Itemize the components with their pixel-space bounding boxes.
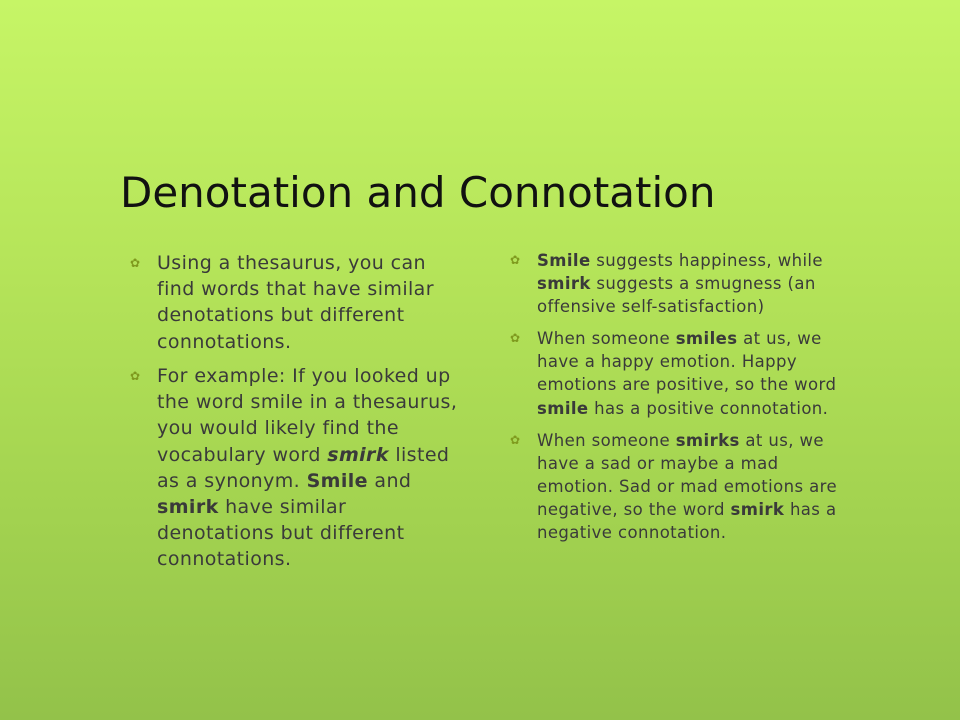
right-bullet-list xyxy=(510,249,840,553)
list-item xyxy=(510,327,840,419)
emphasis-word: Smile xyxy=(537,251,591,270)
emphasis-word: smirks xyxy=(675,430,740,450)
flower-bullet-icon xyxy=(130,368,140,385)
bullet-text: Using a thesaurus, you can find words that have similar denotations but different connotations. xyxy=(157,252,434,353)
emphasis-word: smirk xyxy=(730,499,785,519)
emphasis-word: smirk xyxy=(327,443,389,466)
flower-bullet-icon xyxy=(510,252,520,269)
list-item xyxy=(130,250,460,355)
emphasis-word: Smile xyxy=(306,469,368,492)
bullet-text: Smile suggests happiness, while smirk suggests a smugness (an offensive self-satisfaction) xyxy=(537,251,823,317)
flower-bullet-icon xyxy=(510,432,520,449)
emphasis-word: smile xyxy=(537,398,589,418)
list-item xyxy=(510,429,840,544)
bullet-text: For example: If you looked up the word smile in a thesaurus, you would likely find the vocabulary word smirk listed as a synonym. Smile and smirk have similar denotations but different connotations. xyxy=(157,364,458,571)
list-item xyxy=(510,249,840,318)
list-item xyxy=(130,363,460,573)
left-bullet-list xyxy=(130,250,460,581)
emphasis-word: smirk xyxy=(537,274,591,294)
flower-bullet-icon xyxy=(130,255,140,272)
bullet-text: When someone smiles at us, we have a happy emotion. Happy emotions are positive, so the word smile has a positive connotation. xyxy=(537,329,837,418)
emphasis-word: smiles xyxy=(675,329,738,349)
bullet-text: When someone smirks at us, we have a sad or maybe a mad emotion. Sad or mad emotions are negative, so the word smirk has a negative connotation. xyxy=(537,430,837,543)
flower-bullet-icon xyxy=(510,330,520,347)
emphasis-word: smirk xyxy=(157,495,219,518)
slide-title: Denotation and Connotation xyxy=(120,168,716,217)
